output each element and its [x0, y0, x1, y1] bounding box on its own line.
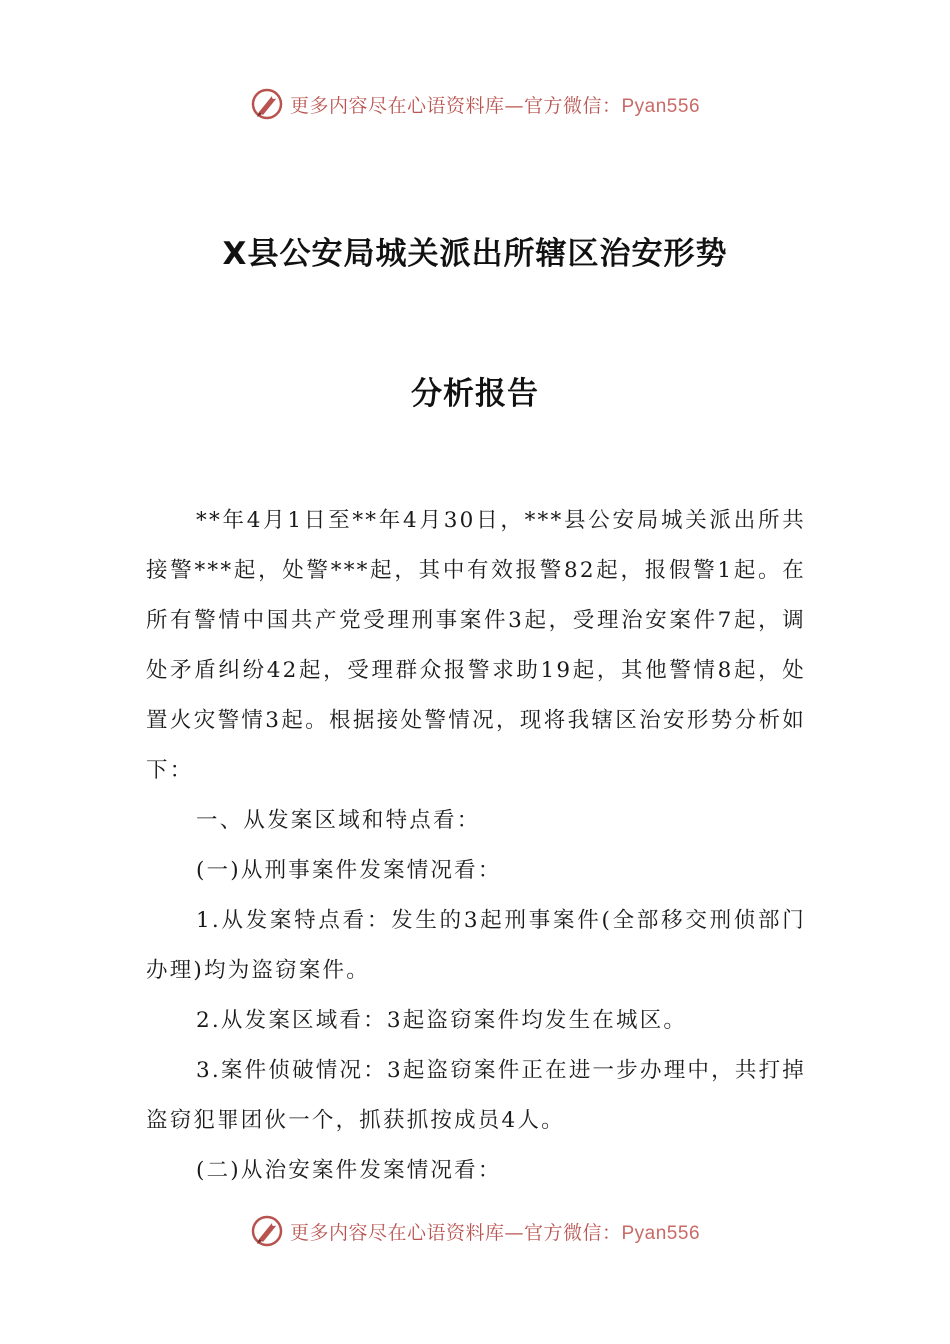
document-body — [146, 496, 806, 1196]
subsection-heading-public-security: (二)从治安案件发案情况看： — [196, 1158, 502, 1183]
intro-paragraph: **年4月1日至**年4月30日，***县公安局城关派出所共接警***起，处警***起，其中有效报警82起，报假警1起。在所有警情中国共产党受理刑事案件3起，受理治安案件7起，调处矛盾纠纷42起，受理群众报警求助19起，其他警情8起，处置火灾警情3起。根据接处警情况，现将我辖区治安形势分析如下： — [146, 508, 806, 783]
document-title-line-1: X县公安局城关派出所辖区治安形势 — [222, 236, 728, 272]
watermark-text: 更多内容尽在心语资料库—官方微信：Pyan556 — [289, 1221, 701, 1244]
criminal-item-1: 1.从发案特点看：发生的3起刑事案件(全部移交刑侦部门办理)均为盗窃案件。 — [146, 908, 806, 983]
criminal-item-3: 3.案件侦破情况：3起盗窃案件正在进一步办理中，共打掉盗窃犯罪团伙一个，抓获抓按成员4人。 — [146, 1058, 806, 1133]
footer-watermark — [0, 1211, 950, 1251]
pen-logo-icon — [250, 1214, 284, 1248]
pen-logo-icon — [250, 87, 284, 121]
watermark-text: 更多内容尽在心语资料库—官方微信：Pyan556 — [289, 94, 701, 117]
document-title-line-2: 分析报告 — [411, 376, 539, 412]
header-watermark — [0, 84, 950, 124]
section-heading-1: 一、从发案区域和特点看： — [196, 808, 481, 833]
criminal-item-2: 2.从发案区域看：3起盗窃案件均发生在城区。 — [196, 1008, 688, 1033]
subsection-heading-criminal: (一)从刑事案件发案情况看： — [196, 858, 502, 883]
